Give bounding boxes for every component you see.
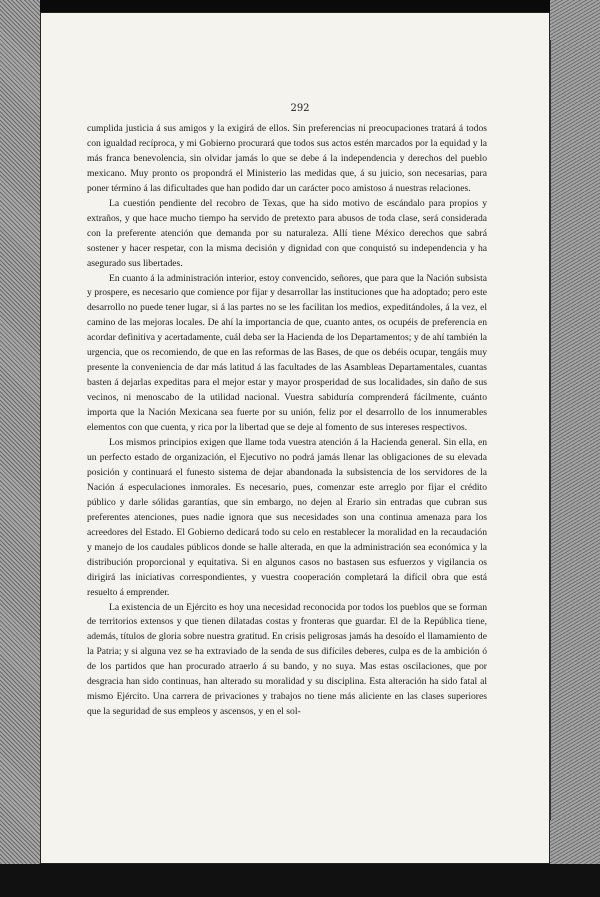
paragraph-2: La cuestión pendiente del recobro de Texas, que ha sido motivo de escándalo para propios y extraños, y que hace mucho tiempo ha servido de pretexto para abusos de toda clase, será considerada con la preferente atención que demanda por su naturaleza. Allí tiene México derechos que sabrá sostener y hacer respetar, con la misma decisión y dignidad con que conquistó su independencia y ha asegurado sus libertades.: [87, 197, 487, 269]
bottom-scan-band: [0, 864, 600, 897]
page-gutter-line: [549, 40, 551, 820]
body-text: [87, 122, 487, 720]
paragraph-3: En cuanto á la administración interior, estoy convencido, señores, que para que la Nación subsista y prospere, es necesario que comience por fijar y desarrollar las instituciones que ha adoptado; pero este desarrollo no puede tener lugar, si á las partes no se les facilitan los medios, expeditándoles, á la vez, el camino de las mejoras locales. De ahí la importancia de que, cuanto antes, os ocupéis de preferencia en acordar definitiva y acertadamente, cuál deba ser la Hacienda de los Departamentos; y de ahí también la urgencia, que os recomiendo, de que en las reformas de las Bases, de que os debéis ocupar, tengáis muy presente la conveniencia de dar más latitud á las facultades de las Asambleas Departamentales, cuantas basten á dejarlas expeditas para el mejor estar y mayor prosperidad de sus localidades, sin daño de sus vecinos, ni menoscabo de la utilidad nacional. Vuestra sabiduría comprenderá fácilmente, cuánto importa que la Nación Mexicana sea fuerte por su unión, feliz por el desarrollo de los innumerables elementos con que cuenta, y rica por la libertad que se deje al fomento de sus intereses respectivos.: [87, 272, 487, 434]
page-number: 292: [290, 103, 310, 114]
left-scan-edge: [0, 0, 40, 897]
paragraph-1: cumplida justicia á sus amigos y la exigirá de ellos. Sin preferencias ni preocupaciones tratará á todos con igualdad recíproca, y mi Gobierno procurará que todos sus actos estén marcados por la equidad y la más franca benevolencia, sin olvidar jamás lo que se debe á la independencia y derechos del pueblo mexicano. Muy pronto os propondrá el Ministerio las medidas que, á su juicio, son necesarias, para poner término á las dificultades que han podido dar un carácter poco amistoso á nuestras relaciones.: [87, 123, 487, 194]
paragraph-4: Los mismos principios exigen que llame toda vuestra atención á la Hacienda general. Sin ella, en un perfecto estado de organización, el Ejecutivo no podrá jamás llenar las obligaciones de su elevada posición y continuará el funesto sistema de dejar abandonada la subsistencia de los servidores de la Nación á especulaciones inmorales. Es necesario, pues, comenzar este arreglo por fijar el crédito público y darle sólidas garantías, que sin embargo, no dejen al Erario sin entradas que cubran sus preferentes atenciones, pues nadie ignora que sus necesidades son una continua amenaza para los acreedores del Estado. El Gobierno dedicará todo su celo en restablecer la moralidad en la recaudación y manejo de los caudales públicos donde se halle alterada, en que la administración sea económica y la distribución proporcional y equitativa. Si en algunos casos no bastasen sus esfuerzos y vigilancia os dirigirá las iniciativas correspondientes, y vuestra cooperación completará la difícil obra que está resuelto á emprender.: [87, 437, 487, 598]
paragraph-5: La existencia de un Ejército es hoy una necesidad reconocida por todos los pueblos que se forman de territorios extensos y que tienen dilatadas costas y fronteras que guardar. El de la República tiene, además, títulos de gloria sobre nuestra gratitud. En crisis peligrosas jamás ha desoído el llamamiento de la Patria; y si alguna vez se ha extraviado de la senda de sus difíciles deberes, culpa es de la ambición ó de los partidos que han procurado atraerlo á su bando, y no suya. Mas estas oscilaciones, que por desgracia han sido continuas, han alterado su moralidad y su disciplina. Esta alteración ha sido fatal al mismo Ejército. Una carrera de privaciones y trabajos no tiene más aliciente en las clases superiores que la seguridad de sus empleos y ascensos, y en el sol-: [87, 601, 487, 718]
right-scan-edge: [550, 0, 600, 897]
